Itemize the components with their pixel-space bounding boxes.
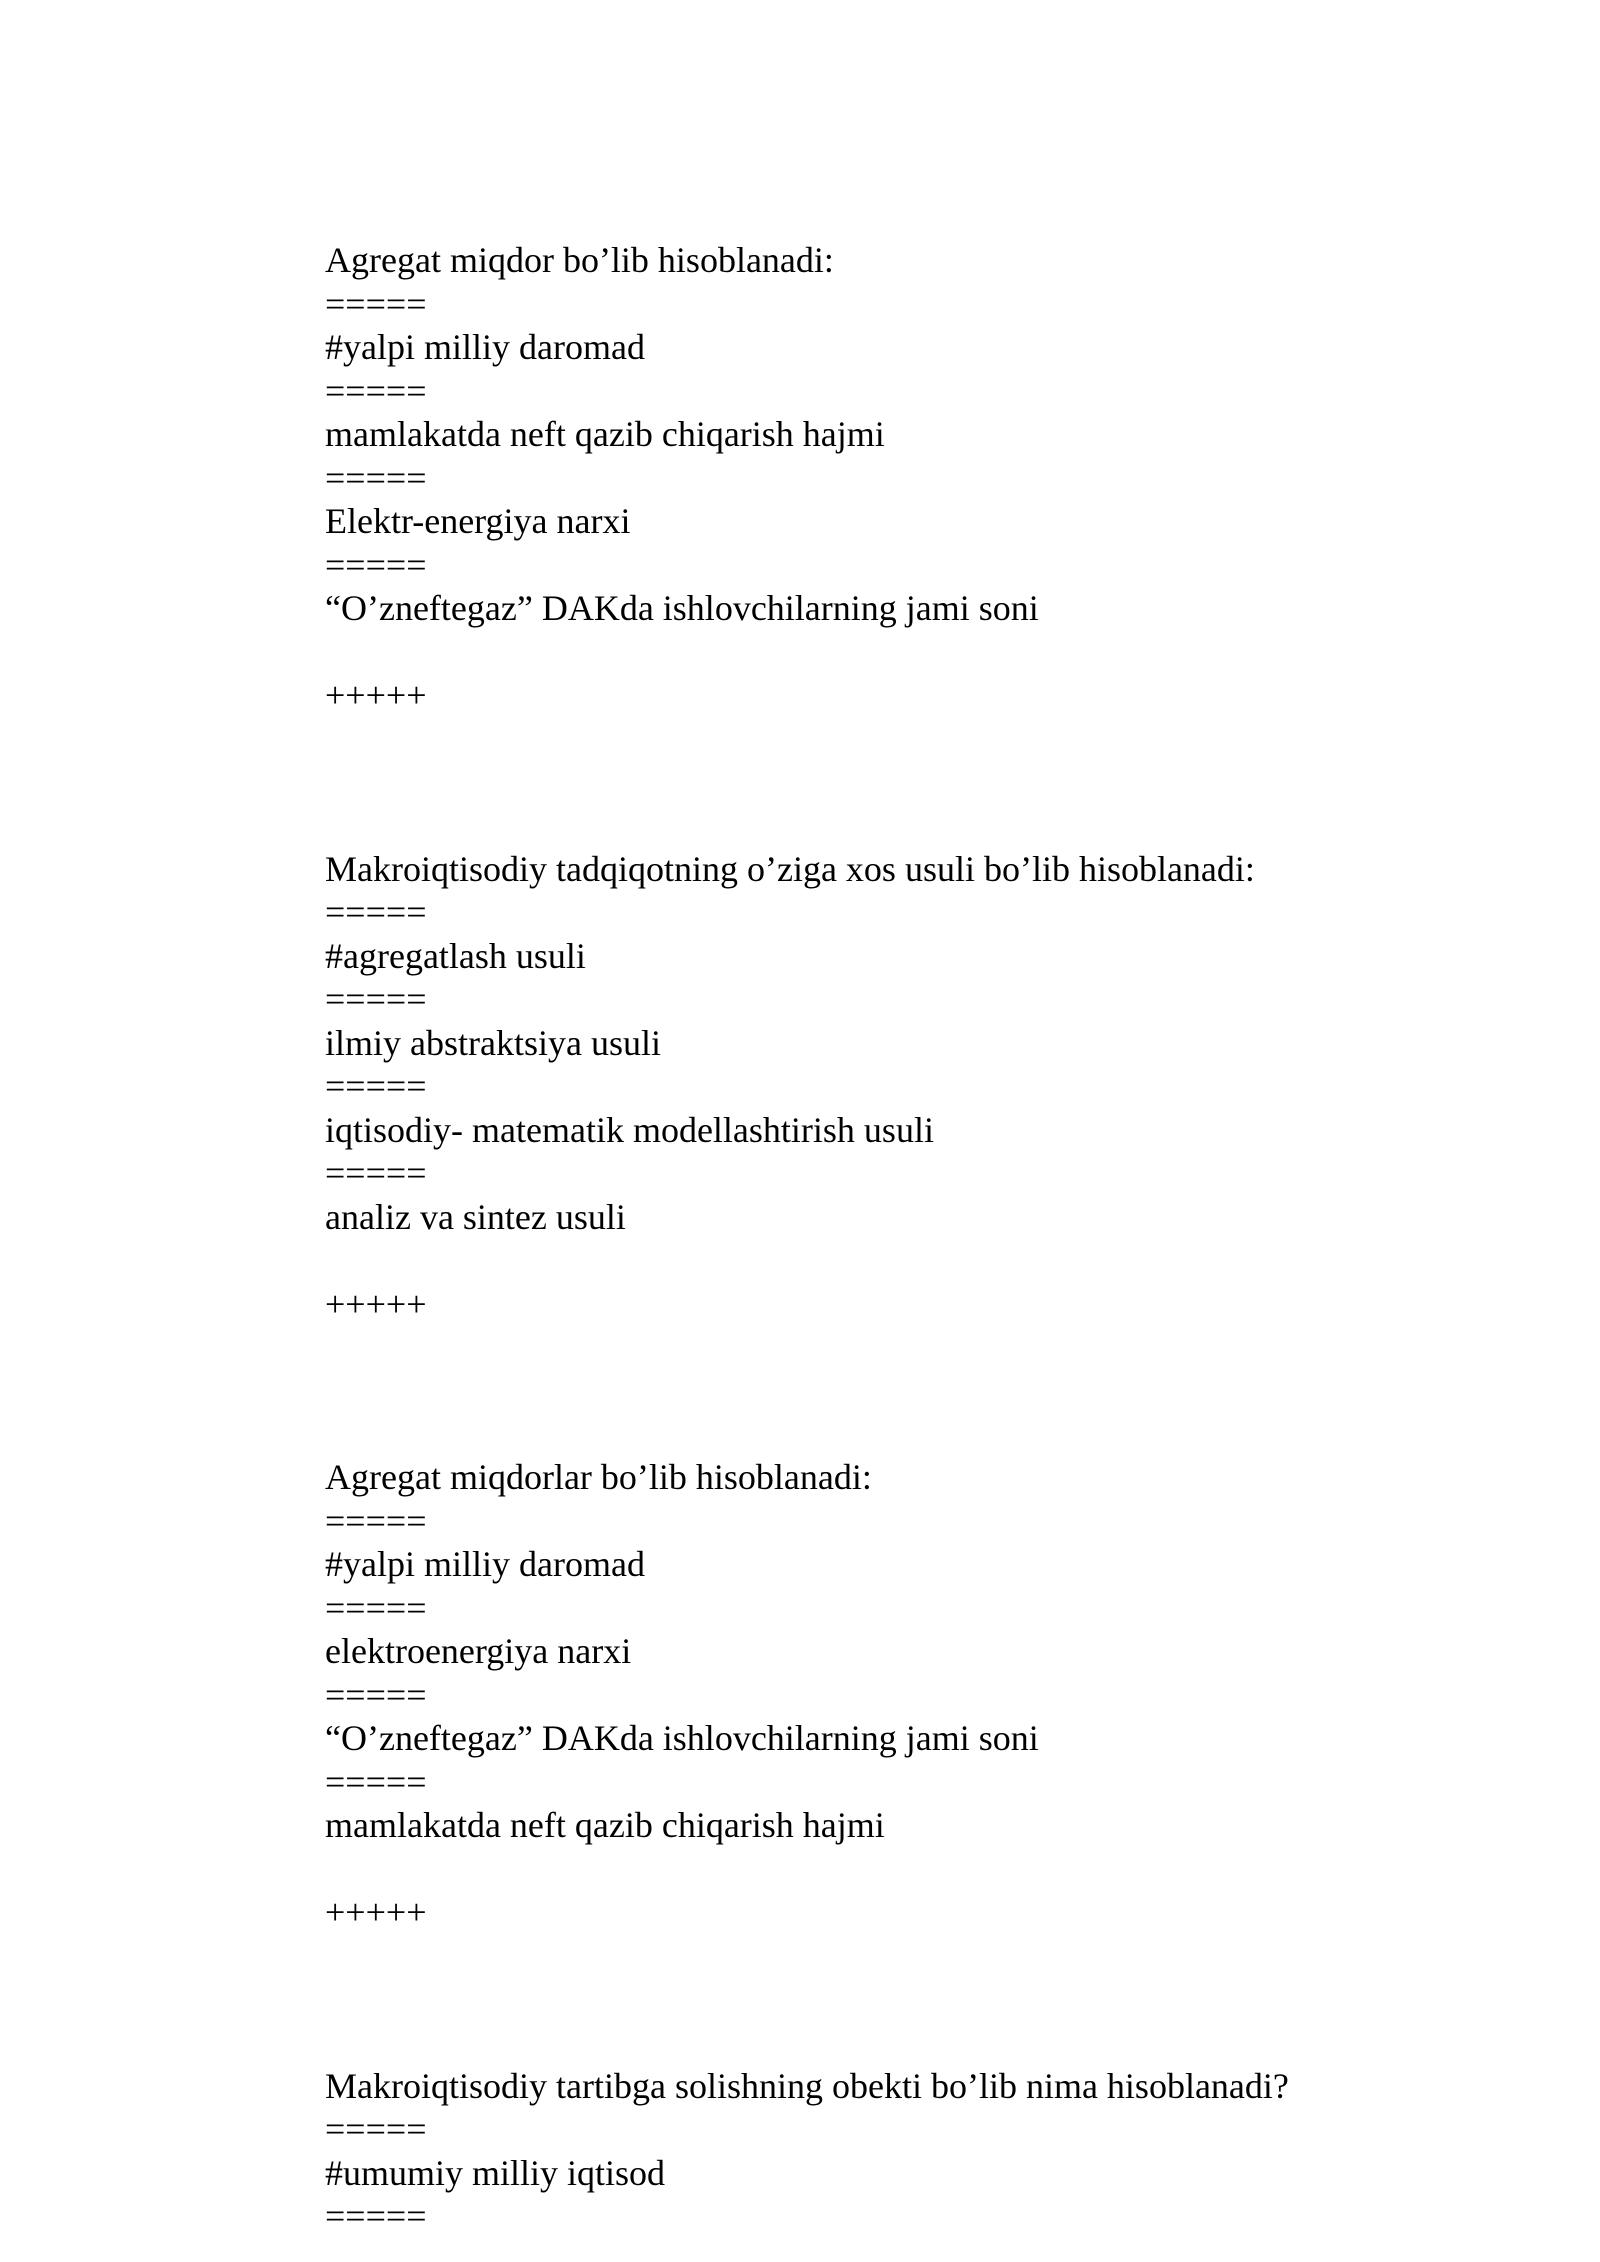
question-block <box>325 238 1475 717</box>
question-text: Agregat miqdorlar bo’lib hisoblanadi: <box>325 1457 872 1497</box>
block-spacer <box>325 1325 1475 1455</box>
question-text: Makroiqtisodiy tartibga solishning obekti bo’lib nima hisoblanadi? <box>325 2065 1289 2106</box>
question-block <box>325 847 1475 1326</box>
separator: ===== <box>325 892 427 932</box>
separator: ===== <box>325 1761 427 1802</box>
separator: ===== <box>325 1587 427 1628</box>
block-spacer <box>325 1934 1475 2064</box>
separator: ===== <box>325 2196 427 2236</box>
answer-option: #umumiy milliy iqtisod <box>325 2152 666 2193</box>
separator: ===== <box>325 457 427 498</box>
answer-option: “O’zneftegaz” DAKda ishlovchilarning jami soni <box>325 588 1039 628</box>
answer-option: #agregatlash usuli <box>325 935 586 976</box>
answer-option: Elektr-energiya narxi <box>325 501 631 541</box>
question-block <box>325 1455 1475 1934</box>
answer-option: “O’zneftegaz” DAKda ishlovchilarning jami soni <box>325 1718 1039 1758</box>
end-marker: +++++ <box>325 675 427 715</box>
question-block <box>325 2064 1475 2238</box>
answer-option: #yalpi milliy daromad <box>325 1544 645 1584</box>
separator: ===== <box>325 1674 427 1715</box>
separator: ===== <box>325 979 427 1019</box>
question-text: Agregat miqdor bo’lib hisoblanadi: <box>325 240 834 280</box>
answer-option: ilmiy abstraktsiya usuli <box>325 1022 661 1063</box>
blank-line <box>325 1847 1475 1891</box>
answer-option: analiz va sintez usuli <box>325 1196 626 1237</box>
question-text: Makroiqtisodiy tadqiqotning o’ziga xos usuli bo’lib hisoblanadi: <box>325 848 1255 889</box>
answer-option: #yalpi milliy daromad <box>325 327 645 367</box>
answer-option: iqtisodiy- matematik modellashtirish usuli <box>325 1109 934 1150</box>
blank-line <box>325 1238 1475 1282</box>
separator: ===== <box>325 1500 427 1541</box>
separator: ===== <box>325 1153 427 1193</box>
document-content <box>325 238 1475 2238</box>
separator: ===== <box>325 283 427 324</box>
separator: ===== <box>325 544 427 585</box>
blank-line <box>325 630 1475 674</box>
answer-option: elektroenergiya narxi <box>325 1631 632 1671</box>
separator: ===== <box>325 2109 427 2149</box>
answer-option: mamlakatda neft qazib chiqarish hajmi <box>325 414 885 454</box>
end-marker: +++++ <box>325 1283 427 1324</box>
block-spacer <box>325 717 1475 847</box>
end-marker: +++++ <box>325 1892 427 1932</box>
answer-option: mamlakatda neft qazib chiqarish hajmi <box>325 1805 885 1845</box>
separator: ===== <box>325 1066 427 1106</box>
separator: ===== <box>325 370 427 411</box>
